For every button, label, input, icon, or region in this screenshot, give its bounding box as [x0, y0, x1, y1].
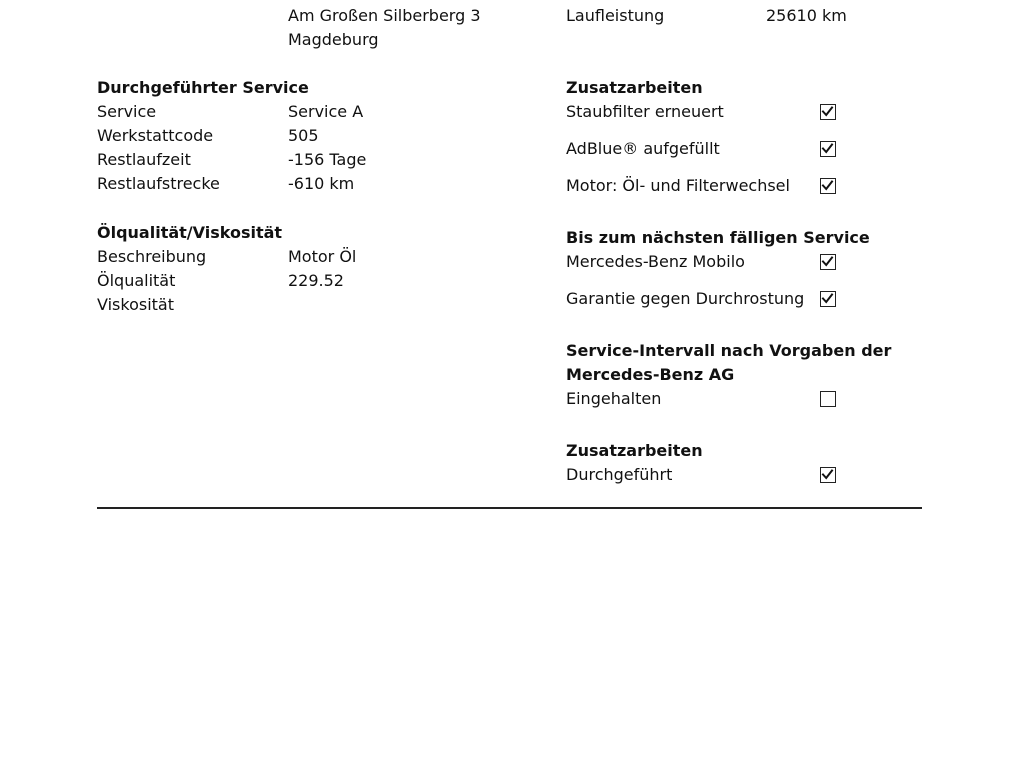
interval-heading-line2: Mercedes-Benz AG: [566, 365, 735, 384]
extra-work-item-label: AdBlue® aufgefüllt: [566, 139, 720, 158]
oil-description-value: Motor Öl: [288, 247, 357, 266]
adblue-checkbox[interactable]: [820, 141, 836, 157]
extra-work-item-label: Motor: Öl- und Filterwechsel: [566, 176, 790, 195]
remaining-time-value: -156 Tage: [288, 150, 367, 169]
extra-work-2-item-label: Durchgeführt: [566, 465, 673, 484]
checkmark-icon: [821, 179, 834, 192]
rust-warranty-checkbox[interactable]: [820, 291, 836, 307]
oil-heading: Ölqualität/Viskosität: [97, 223, 283, 242]
remaining-distance-label: Restlaufstrecke: [97, 174, 220, 193]
address-city: Magdeburg: [288, 30, 379, 49]
checkmark-icon: [821, 142, 834, 155]
oil-description-label: Beschreibung: [97, 247, 207, 266]
checkmark-icon: [821, 105, 834, 118]
performed-checkbox[interactable]: [820, 467, 836, 483]
mobilo-checkbox[interactable]: [820, 254, 836, 270]
interval-heading-line1: Service-Intervall nach Vorgaben der: [566, 341, 892, 360]
address-street: Am Großen Silberberg 3: [288, 6, 481, 25]
extra-work-heading: Zusatzarbeiten: [566, 78, 703, 97]
service-label: Service: [97, 102, 157, 121]
next-service-item-label: Mercedes-Benz Mobilo: [566, 252, 745, 271]
interval-item-label: Eingehalten: [566, 389, 662, 408]
mileage-label: Laufleistung: [566, 6, 665, 25]
viscosity-label: Viskosität: [97, 295, 174, 314]
checkmark-icon: [821, 468, 834, 481]
remaining-distance-value: -610 km: [288, 174, 355, 193]
oil-quality-value: 229.52: [288, 271, 344, 290]
workshop-code-value: 505: [288, 126, 319, 145]
checkmark-icon: [821, 255, 834, 268]
workshop-code-label: Werkstattcode: [97, 126, 214, 145]
remaining-time-label: Restlaufzeit: [97, 150, 191, 169]
extra-work-item-label: Staubfilter erneuert: [566, 102, 724, 121]
next-service-heading: Bis zum nächsten fälligen Service: [566, 228, 870, 247]
service-value: Service A: [288, 102, 364, 121]
mileage-value: 25610 km: [766, 6, 847, 25]
checkmark-icon: [821, 292, 834, 305]
dust-filter-checkbox[interactable]: [820, 104, 836, 120]
section-divider: [97, 507, 922, 509]
oil-quality-label: Ölqualität: [97, 271, 176, 290]
oil-filter-change-checkbox[interactable]: [820, 178, 836, 194]
interval-kept-checkbox[interactable]: [820, 391, 836, 407]
service-done-heading: Durchgeführter Service: [97, 78, 309, 97]
next-service-item-label: Garantie gegen Durchrostung: [566, 289, 805, 308]
extra-work-2-heading: Zusatzarbeiten: [566, 441, 703, 460]
